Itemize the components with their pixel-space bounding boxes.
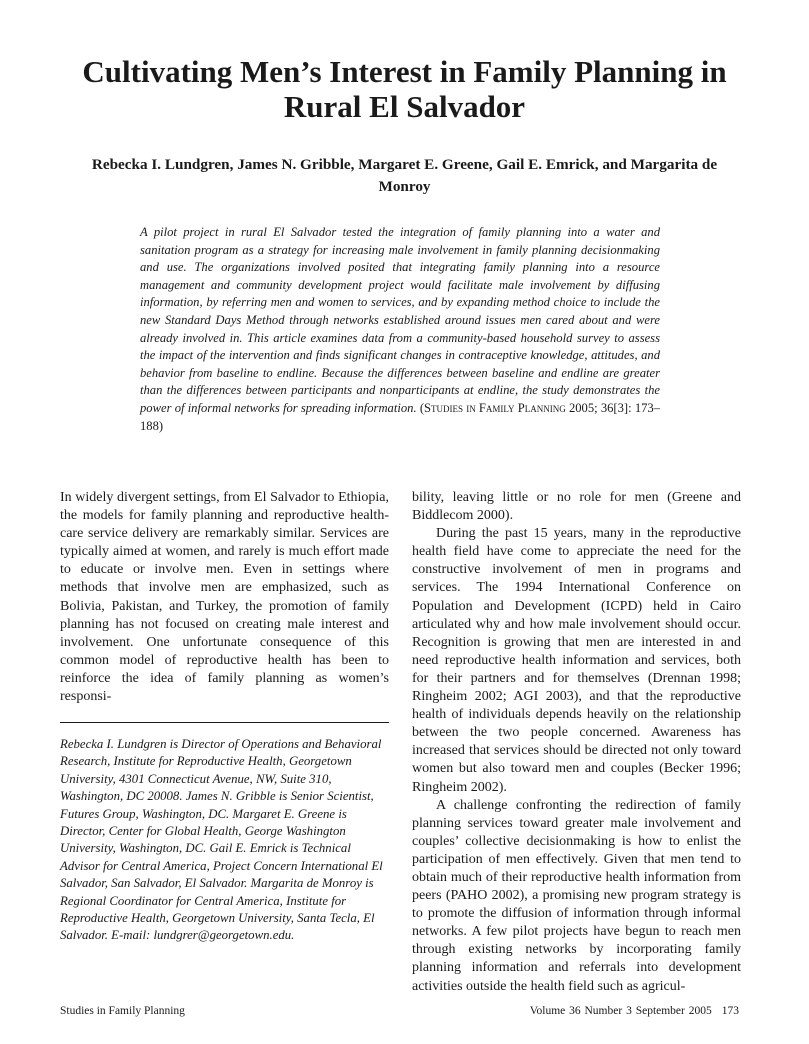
page-number: 173 xyxy=(721,1005,739,1017)
body-paragraph: A challenge confronting the redirection of family planning services toward greater male involvement and couples’ collective decisionmaking is how to enlist the participation of men effectively. Given that men tend to obtain much of their reproductive health information from peers (PAHO 2002), a promising new program strategy is to promote the diffusion of information through informal networks. A few pilot projects have begun to reach men through existing networks by incorporating family planning information and referrals into development activities outside the health field such as agricul- xyxy=(412,797,741,994)
article-title: Cultivating Men’s Interest in Family Planning in Rural El Salvador xyxy=(82,54,727,124)
footnote-divider xyxy=(60,722,389,723)
author-list: Rebecka I. Lundgren, James N. Gribble, Margaret E. Greene, Gail E. Emrick, and Margarita de Monroy xyxy=(91,156,718,195)
body-column-right xyxy=(412,489,741,996)
abstract-text: A pilot project in rural El Salvador tested the integration of family planning into a water and sanitation program as a strategy for increasing male involvement in family planning decisionmaking and use. The organizations involved posited that integrating family planning into a resource management and community development project would facilitate male involvement by diffusing information, by referring men and women to services, and by expanding method choice to include the new Standard Days Method through networks established around issues men cared about and were already involved in. This article examines data from a community-based household survey to assess the impact of the intervention and finds significant changes in contraceptive knowledge, attitudes, and behavior from baseline to endline. Because the differences between baseline and endline are greater than the differences between participants and nonparticipants at endline, the study demonstrates the power of informal networks for spreading information. xyxy=(140,225,660,415)
footer-journal-name: Studies in Family Planning xyxy=(60,1005,185,1017)
citation-open-paren: ( xyxy=(419,400,425,415)
author-affiliations: Rebecka I. Lundgren is Director of Operations and Behavioral Research, Institute for Reproductive Health, Georgetown University, 4301 Connecticut Avenue, NW, Suite 310, Washington, DC 20008. James N. Gribble is Senior Scientist, Futures Group, Washington, DC. Margaret E. Greene is Director, Center for Global Health, George Washington University, Washington, DC. Gail E. Emrick is Technical Advisor for Central America, Project Concern International El Salvador, San Salvador, El Salvador. Margarita de Monroy is Regional Coordinator for Central America, Institute for Reproductive Health, Georgetown University, Santa Tecla, El Salvador. E-mail: lundgrer@georgetown.edu. xyxy=(60,737,383,943)
body-paragraph: During the past 15 years, many in the reproductive health field have come to appreciate the need for the constructive involvement of men in programs and services. The 1994 International Conference on Population and Development (ICPD) held in Cairo articulated why and how male involvement should occur. Recognition is growing that men are interested in and need reproductive health information and services, both for their partners and for themselves (Drennan 1998; Ringheim 2002; AGI 2003), and that the reproductive health of individuals depends heavily on the relationship between the two people concerned. Awareness has increased that services should be directed not only toward women but also toward men and couples (Becker 1996; Ringheim 2002). xyxy=(412,526,741,795)
footer-issue-info xyxy=(530,1004,739,1018)
citation-detail: 2005; 36[3]: 173–188) xyxy=(140,400,661,433)
body-column-left xyxy=(60,489,389,706)
body-paragraph: bility, leaving little or no role for men (Greene and Biddlecom 2000). xyxy=(412,490,741,524)
footer-issue: Volume 36 Number 3 September 2005 xyxy=(529,1005,712,1017)
body-paragraph: In widely divergent settings, from El Salvador to Ethiopia, the models for family planning and reproductive health-care service delivery are remarkably similar. Services are typically aimed at women, and rarely is much effort made to educate or involve men. Even in settings where methods that involve men are emphasized, such as Bolivia, Pakistan, and Turkey, the promotion of family planning has not focused on creating male interest and involvement. One unfortunate consequence of this common model of reproductive health has been to reinforce the idea of family planning as women’s responsi- xyxy=(60,490,389,705)
citation-journal: Studies in Family Planning xyxy=(424,400,566,415)
abstract xyxy=(140,224,660,435)
